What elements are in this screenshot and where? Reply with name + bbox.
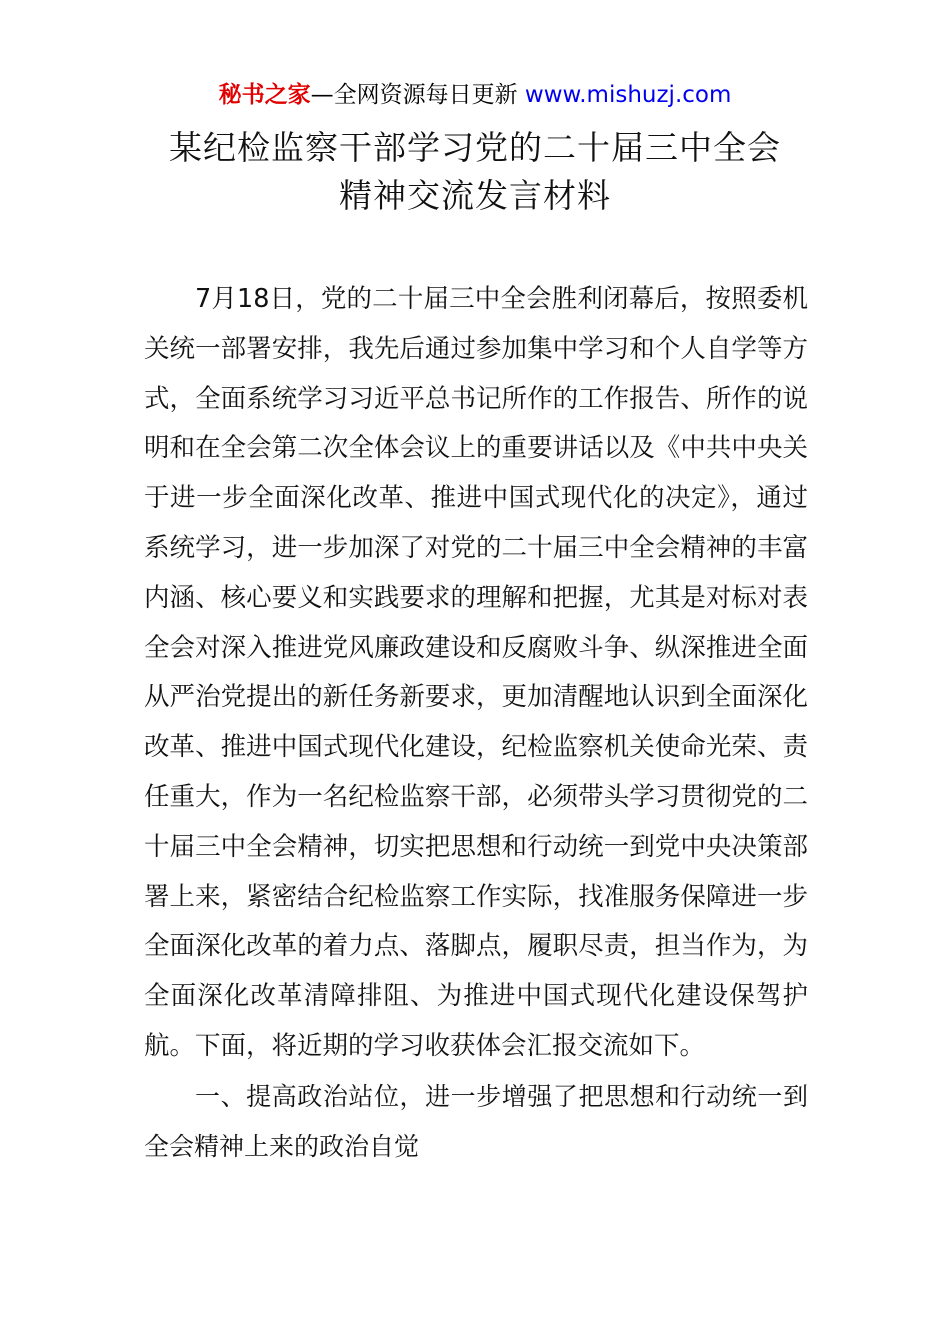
site-url-link[interactable]: www.mishuzj.com xyxy=(524,82,732,108)
title-line-1: 某纪检监察干部学习党的二十届三中全会 xyxy=(169,128,781,167)
body-paragraph: 7月18日，党的二十届三中全会胜利闭幕后，按照委机关统一部署安排，我先后通过参加集中学习和个人自学等方式，全面系统学习习近平总书记所作的工作报告、所作的说明和在全会第二次全体会议上的重要讲话以及《中共中央关于进一步全面深化改革、推进中国式现代化的决定》，通过系统学习，进一步加深了对党的二十届三中全会精神的丰富内涵、核心要义和实践要求的理解和把握，尤其是对标对表全会对深入推进党风廉政建设和反腐败斗争、纵深推进全面从严治党提出的新任务新要求，更加清醒地认识到全面深化改革、推进中国式现代化建设，纪检监察机关使命光荣、责任重大，作为一名纪检监察干部，必须带头学习贯彻党的二十届三中全会精神，切实把思想和行动统一到党中央决策部署上来，紧密结合纪检监察工作实际，找准服务保障进一步全面深化改革的着力点、落脚点，履职尽责，担当作为，为全面深化改革清障排阻、为推进中国式现代化建设保驾护航。下面，将近期的学习收获体会汇报交流如下。 xyxy=(144,284,808,1061)
brand-name: 秘书之家 xyxy=(218,82,311,108)
site-header xyxy=(0,78,950,112)
document-body xyxy=(144,275,808,1171)
document-title xyxy=(0,124,950,220)
header-tagline: —全网资源每日更新 xyxy=(310,82,525,108)
section-heading: 一、提高政治站位，进一步增强了把思想和行动统一到全会精神上来的政治自觉 xyxy=(144,1081,808,1161)
title-line-2: 精神交流发言材料 xyxy=(339,176,611,215)
